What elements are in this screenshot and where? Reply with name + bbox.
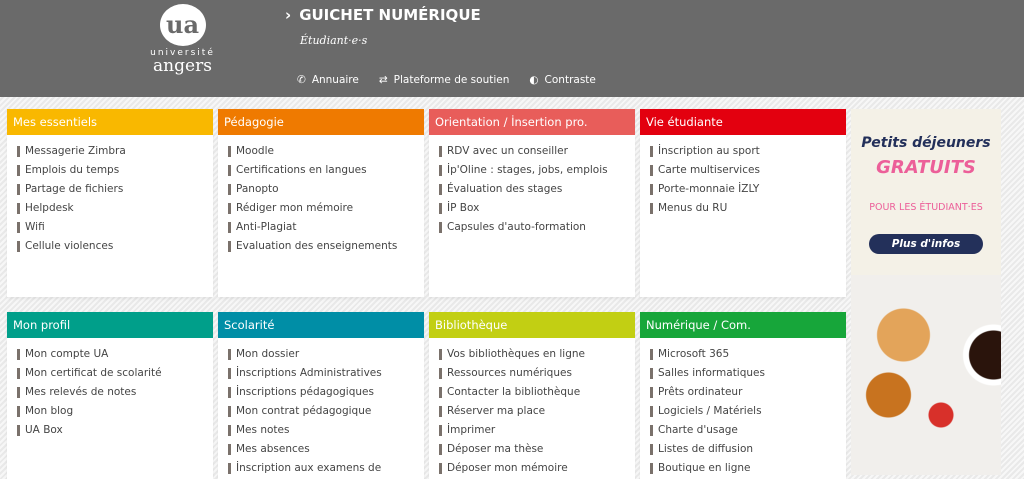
list-item[interactable]: Ressources numériques [439, 364, 635, 383]
list-item[interactable]: Microsoft 365 [650, 345, 846, 364]
link-label: Plateforme de soutien [393, 74, 510, 86]
list-item[interactable]: Listes de diffusion [650, 440, 846, 459]
list-item[interactable]: Déposer mon mémoire [439, 459, 635, 478]
list-item[interactable]: Wifi [17, 218, 213, 237]
card-bibliothèque [429, 312, 635, 479]
list-item[interactable]: Prêts ordinateur [650, 383, 846, 402]
list-item[interactable]: Cellule violences [17, 237, 213, 256]
card-mes-essentiels [7, 109, 213, 297]
card-pédagogie [218, 109, 424, 297]
list-item[interactable]: Helpdesk [17, 199, 213, 218]
logo-text-top: université [150, 48, 215, 58]
card-numérique-com- [640, 312, 846, 479]
site-header [0, 0, 1024, 97]
contraste-button[interactable] [529, 74, 596, 86]
list-item[interactable]: Réserver ma place [439, 402, 635, 421]
card-header: Pédagogie [218, 109, 424, 135]
list-item[interactable]: Vos bibliothèques en ligne [439, 345, 635, 364]
list-item[interactable]: Menus du RU [650, 199, 846, 218]
list-item[interactable]: Evaluation des enseignements [228, 237, 424, 256]
card-header: Numérique / Com. [640, 312, 846, 338]
list-item[interactable]: İP Box [439, 199, 635, 218]
link-list [429, 135, 635, 237]
list-item[interactable]: Mes relevés de notes [17, 383, 213, 402]
card-header: Orientation / İnsertion pro. [429, 109, 635, 135]
swap-icon: ⇄ [378, 74, 388, 86]
list-item[interactable]: İnscription au sport [650, 142, 846, 161]
list-item[interactable]: Capsules d'auto-formation [439, 218, 635, 237]
list-item[interactable]: İp'Oline : stages, jobs, emplois [439, 161, 635, 180]
audience-subtitle: Étudiant·e·s [300, 34, 368, 47]
list-item[interactable]: Mon blog [17, 402, 213, 421]
link-list [218, 338, 424, 478]
title-text: GUICHET NUMÉRIQUE [299, 6, 481, 24]
list-item[interactable]: Moodle [228, 142, 424, 161]
universite-angers-logo[interactable] [145, 4, 220, 76]
promo-line2: GRATUITS [876, 157, 976, 178]
list-item[interactable]: Mon certificat de scolarité [17, 364, 213, 383]
logo-text-bottom: angers [153, 56, 212, 76]
link-list [429, 338, 635, 478]
list-item[interactable]: Messagerie Zimbra [17, 142, 213, 161]
link-list [7, 338, 213, 440]
list-item[interactable]: Déposer ma thèse [439, 440, 635, 459]
card-mon-profil [7, 312, 213, 479]
card-orientation-i-nsertion-pro- [429, 109, 635, 297]
list-item[interactable]: Panopto [228, 180, 424, 199]
link-label: Contraste [544, 74, 596, 86]
list-item[interactable]: Carte multiservices [650, 161, 846, 180]
list-item[interactable]: İmprimer [439, 421, 635, 440]
link-list [640, 135, 846, 218]
list-item[interactable]: Mes notes [228, 421, 424, 440]
list-item[interactable]: Évaluation des stages [439, 180, 635, 199]
list-item[interactable]: Mon compte UA [17, 345, 213, 364]
link-list [7, 135, 213, 256]
list-item[interactable]: Mes absences [228, 440, 424, 459]
promo-banner[interactable] [851, 109, 1001, 475]
plateforme-soutien-link[interactable] [379, 74, 510, 86]
breakfast-image [851, 275, 1001, 475]
promo-line3: POUR LES ÉTUDIANT·ES [869, 202, 983, 213]
link-list [218, 135, 424, 256]
list-item[interactable]: Rédiger mon mémoire [228, 199, 424, 218]
list-item[interactable]: Emplois du temps [17, 161, 213, 180]
list-item[interactable]: Certifications en langues [228, 161, 424, 180]
card-header: Vie étudiante [640, 109, 846, 135]
promo-line1: Petits déjeuners [861, 135, 991, 151]
card-scolarité [218, 312, 424, 479]
list-item[interactable]: RDV avec un conseiller [439, 142, 635, 161]
chevron-right-icon: › [285, 6, 292, 24]
card-header: Mon profil [7, 312, 213, 338]
list-item[interactable]: Anti-Plagiat [228, 218, 424, 237]
page-title[interactable] [285, 6, 481, 24]
list-item[interactable]: Salles informatiques [650, 364, 846, 383]
list-item[interactable]: İnscription aux examens de [228, 459, 424, 478]
list-item[interactable]: İnscriptions Administratives [228, 364, 424, 383]
card-header: Mes essentiels [7, 109, 213, 135]
phone-icon: ✆ [297, 74, 306, 86]
list-item[interactable]: Porte-monnaie İZLY [650, 180, 846, 199]
list-item[interactable]: Mon dossier [228, 345, 424, 364]
header-links [297, 74, 596, 86]
list-item[interactable]: Boutique en ligne [650, 459, 846, 478]
card-header: Bibliothèque [429, 312, 635, 338]
card-vie-étudiante [640, 109, 846, 297]
plus-infos-button[interactable]: Plus d'infos [869, 234, 983, 254]
link-list [640, 338, 846, 478]
list-item[interactable]: Partage de fichiers [17, 180, 213, 199]
list-item[interactable]: Logiciels / Matériels [650, 402, 846, 421]
ua-logo-icon: ua [160, 4, 206, 46]
annuaire-link[interactable] [297, 74, 359, 86]
list-item[interactable]: Charte d'usage [650, 421, 846, 440]
list-item[interactable]: Contacter la bibliothèque [439, 383, 635, 402]
list-item[interactable]: Mon contrat pédagogique [228, 402, 424, 421]
link-label: Annuaire [311, 74, 359, 86]
list-item[interactable]: İnscriptions pédagogiques [228, 383, 424, 402]
card-header: Scolarité [218, 312, 424, 338]
list-item[interactable]: UA Box [17, 421, 213, 440]
contrast-icon: ◐ [529, 74, 539, 86]
